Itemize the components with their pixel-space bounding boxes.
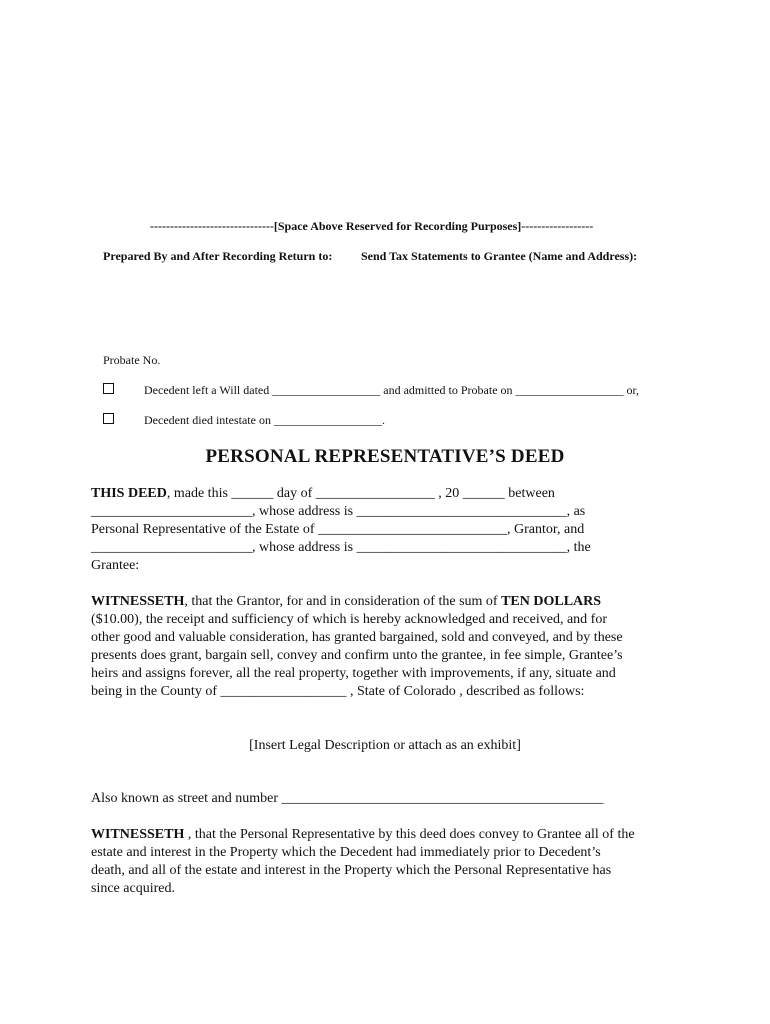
this-deed-line-1-text: , made this ______ day of _________________ , 20 ______ between [166,486,555,501]
witnesseth-1-line-1 [91,594,601,610]
witnesseth-1-lead: WITNESSETH [91,594,185,609]
reserved-space-line: -------------------------------[Space Above Reserved for Recording Purposes]------------------ [150,219,594,233]
witnesseth-1-line-3: other good and valuable consideration, has granted bargained, sold and conveyed, and by these [91,630,623,645]
witnesseth-2-line-4: since acquired. [91,881,175,896]
witnesseth-2-line-3: death, and all of the estate and interest in the Property which the Personal Representative has [91,863,612,878]
witnesseth-1-line-5: heirs and assigns forever, all the real property, together with improvements, if any, situate and [91,666,616,681]
witnesseth-1-line-4: presents does grant, bargain sell, convey and confirm unto the grantee, in fee simple, Grantee’s [91,648,623,663]
will-checkbox[interactable] [103,383,114,394]
tax-statements-label: Send Tax Statements to Grantee (Name and Address): [361,249,638,263]
this-deed-line-4: _______________________, whose address is ______________________________, the [91,540,591,555]
this-deed-line-2: _______________________, whose address is ______________________________, as [91,504,586,519]
witnesseth-2-line-2: estate and interest in the Property which the Decedent had immediately prior to Decedent’s [91,845,601,860]
street-address-line: Also known as street and number ______________________________________________ [91,791,604,806]
witnesseth-2-line-1-text: , that the Personal Representative by this deed does convey to Grantee all of the [184,827,635,842]
prepared-by-label: Prepared By and After Recording Return to: [103,249,333,263]
witnesseth-1-line-1-text: , that the Grantor, for and in consideration of the sum of [184,594,502,609]
witnesseth-2-line-1 [91,827,635,843]
witnesseth-1-line-2: ($10.00), the receipt and sufficiency of which is hereby acknowledged and received, and for [91,612,607,627]
ten-dollars-text: TEN DOLLARS [501,594,602,609]
intestate-line: Decedent died intestate on __________________. [144,413,385,427]
this-deed-line-1 [91,486,555,502]
this-deed-lead: THIS DEED [91,486,167,501]
will-dated-line: Decedent left a Will dated __________________ and admitted to Probate on __________________ or, [144,383,640,397]
this-deed-line-3: Personal Representative of the Estate of ___________________________, Grantor, and [91,522,585,537]
probate-number-label: Probate No. [103,353,161,367]
this-deed-line-5: Grantee: [91,558,140,573]
witnesseth-2-lead: WITNESSETH [91,827,185,842]
witnesseth-1-line-6: being in the County of __________________ , State of Colorado , described as follows: [91,684,585,699]
legal-description-placeholder: [Insert Legal Description or attach as an exhibit] [249,738,521,753]
deed-title: PERSONAL REPRESENTATIVE’S DEED [205,446,565,467]
intestate-checkbox[interactable] [103,413,114,424]
